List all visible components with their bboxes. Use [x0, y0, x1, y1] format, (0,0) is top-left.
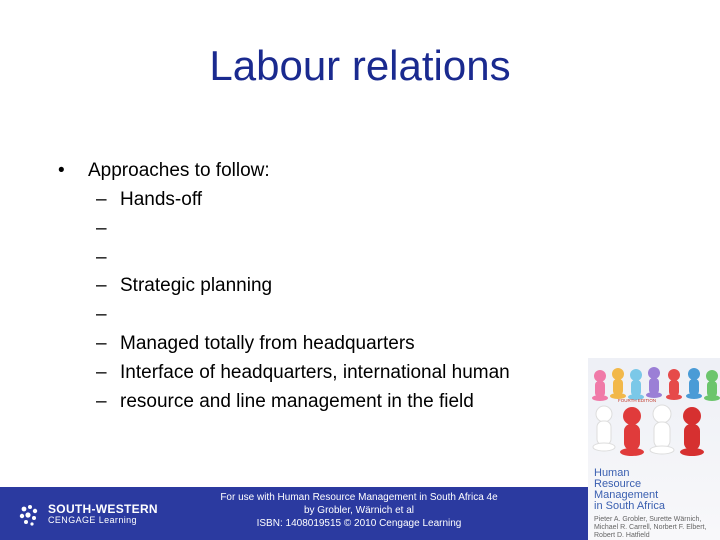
footer-note-line: ISBN: 1408019515 © 2010 Cengage Learning — [256, 518, 462, 529]
sub-item — [58, 391, 578, 420]
game-pieces-illustration — [588, 358, 720, 540]
sub-item-text: Interface of headquarters, international human — [120, 361, 510, 383]
sub-item-text: resource and line management in the field — [120, 390, 474, 412]
sub-list — [58, 189, 578, 419]
cover-title-line: Resource — [594, 478, 642, 490]
publisher-logo — [18, 500, 178, 530]
footer-note — [186, 491, 532, 530]
sub-item — [58, 304, 578, 333]
sub-item — [58, 189, 578, 218]
sub-item — [58, 333, 578, 362]
bullet-item — [58, 160, 578, 189]
cover-authors-line: Michael R. Carrell, Norbert F. Elbert, Robert D. Hatfield — [594, 524, 707, 539]
cover-title — [594, 468, 665, 512]
dash: – — [96, 304, 107, 326]
footer-note-line: For use with Human Resource Management in South Africa 4e — [220, 492, 498, 503]
dash: – — [96, 275, 107, 297]
logo-line2: CENGAGE Learning — [48, 515, 137, 525]
cover-title-line: Management — [594, 489, 659, 501]
book-cover-image — [588, 358, 720, 540]
slide-title: Labour relations — [209, 42, 511, 89]
sub-item — [58, 218, 578, 247]
cover-title-line: in South Africa — [594, 500, 665, 512]
cover-authors — [594, 516, 718, 540]
game-piece-icon — [650, 405, 674, 454]
footer-note-line: by Grobler, Wärnich et al — [303, 505, 415, 516]
edition-label: FOURTH EDITION — [618, 398, 657, 403]
dash: – — [96, 332, 107, 354]
dash: – — [96, 390, 107, 412]
cengage-logo-icon — [18, 503, 42, 527]
dash: – — [96, 361, 107, 383]
sub-item-text: Strategic planning — [120, 275, 273, 297]
dash: – — [96, 217, 107, 239]
bullet-text: Approaches to follow: — [88, 160, 270, 181]
dash: – — [96, 246, 107, 268]
sub-item-text: Hands-off — [120, 189, 203, 210]
sub-item — [58, 275, 578, 304]
dash: – — [96, 189, 107, 210]
cover-title-line: Human — [594, 467, 630, 479]
cover-authors-line: Pieter A. Grobler, Surette Wärnich, — [594, 516, 702, 523]
sub-item-text: Managed totally from headquarters — [120, 332, 415, 354]
sub-item — [58, 247, 578, 276]
bullet-dot: • — [58, 160, 65, 181]
sub-item — [58, 362, 578, 391]
logo-line1: SOUTH-WESTERN — [48, 502, 158, 516]
bullet-list — [58, 160, 578, 419]
